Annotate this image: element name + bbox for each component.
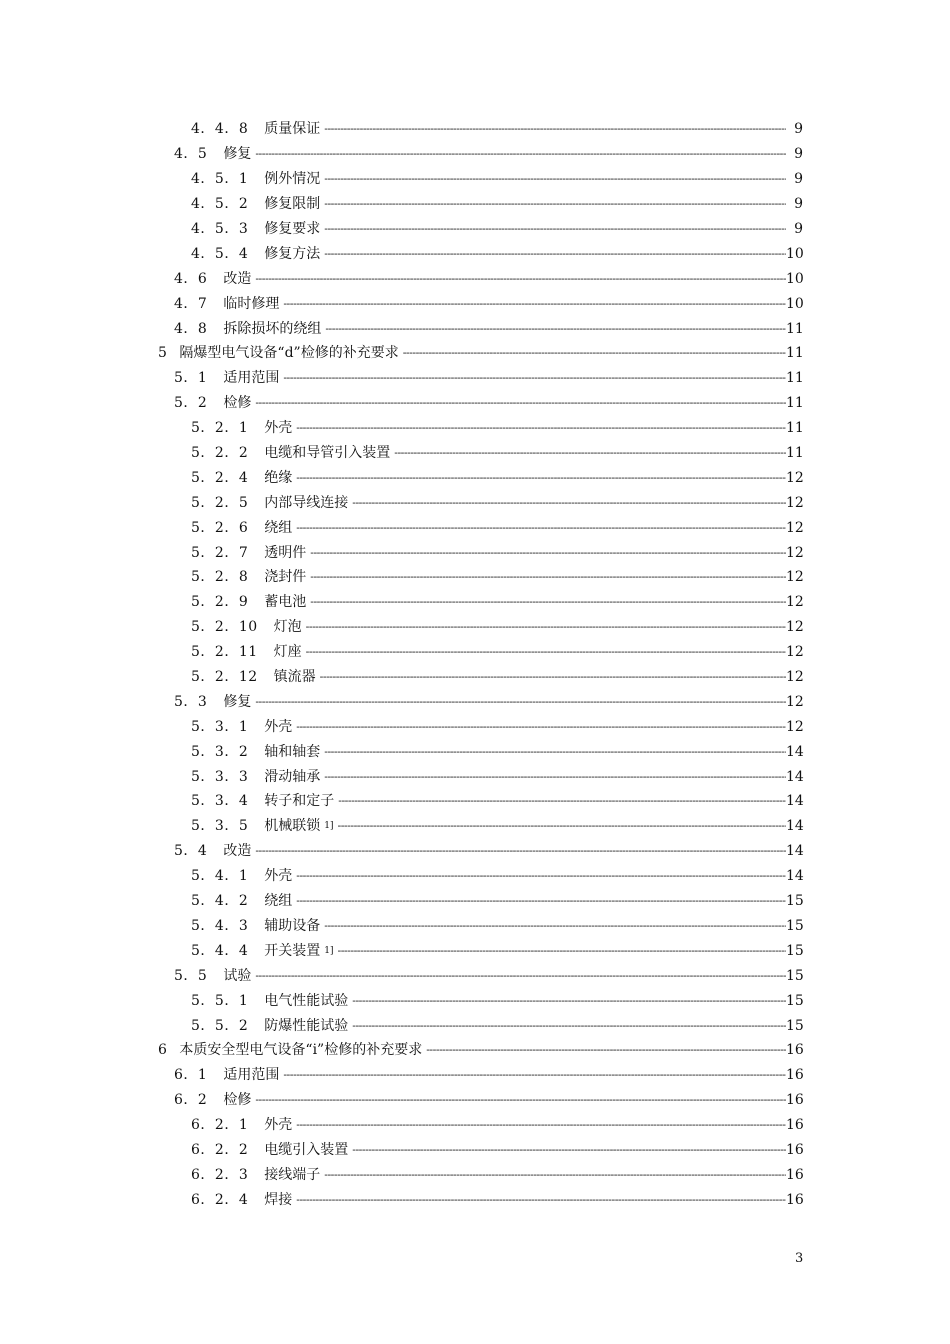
toc-entry[interactable] <box>0 615 950 640</box>
toc-entry[interactable] <box>0 540 950 565</box>
toc-page-number: 16 <box>786 1042 804 1059</box>
toc-entry-heading <box>191 245 786 263</box>
toc-page-number: 9 <box>794 146 803 163</box>
toc-entry-heading <box>174 693 786 711</box>
toc-page-number: 9 <box>794 196 803 213</box>
toc-section-number: 5．4．3 <box>191 917 249 934</box>
toc-section-title: 转子和定子 <box>264 793 335 810</box>
toc-section-number: 4．8 <box>174 320 208 337</box>
toc-dot-leader <box>324 917 786 935</box>
toc-dot-leader <box>337 817 786 835</box>
toc-page-number: 9 <box>794 171 803 188</box>
toc-entry[interactable] <box>0 167 950 192</box>
toc-page-number: 12 <box>786 594 804 611</box>
toc-section-number: 5．3 <box>174 693 208 710</box>
toc-section-number: 5．4．4 <box>191 942 249 959</box>
table-of-contents <box>0 117 950 1212</box>
toc-section-title: 例外情况 <box>264 171 321 188</box>
toc-page-number: 12 <box>786 669 804 686</box>
toc-entry[interactable] <box>0 515 950 540</box>
toc-section-number: 5 <box>158 345 168 362</box>
toc-dot-leader <box>324 120 786 138</box>
toc-entry-heading <box>191 1017 786 1035</box>
toc-entry[interactable] <box>0 1162 950 1187</box>
toc-page-number: 12 <box>786 619 804 636</box>
toc-dot-leader <box>310 568 786 586</box>
toc-dot-leader <box>255 145 786 163</box>
toc-dot-leader <box>426 1041 786 1059</box>
toc-section-title: 外壳 <box>264 718 293 735</box>
page-number: 3 <box>795 1251 804 1266</box>
toc-dot-leader <box>325 320 786 338</box>
toc-section-title: 修复 <box>223 693 252 710</box>
toc-section-number: 4．6 <box>174 270 208 287</box>
toc-dot-leader <box>283 369 786 387</box>
toc-entry-heading <box>191 942 786 960</box>
toc-section-title: 绝缘 <box>264 469 293 486</box>
toc-page-number: 12 <box>786 544 804 561</box>
toc-section-title: 绕组 <box>264 893 293 910</box>
toc-entry-heading <box>191 743 786 761</box>
toc-dot-leader <box>296 718 786 736</box>
toc-page-number: 16 <box>786 1141 804 1158</box>
toc-entry[interactable] <box>0 1038 950 1063</box>
toc-dot-leader <box>283 1066 786 1084</box>
toc-section-number: 6．2．1 <box>191 1117 249 1134</box>
toc-page-number: 16 <box>786 1067 804 1084</box>
toc-section-number: 4．5．2 <box>191 196 249 213</box>
toc-page-number: 15 <box>786 942 804 959</box>
toc-page-number: 12 <box>786 718 804 735</box>
toc-entry-heading <box>191 494 786 512</box>
toc-dot-leader <box>255 1091 786 1109</box>
toc-entry[interactable] <box>0 416 950 441</box>
toc-section-number: 5．2．1 <box>191 420 249 437</box>
toc-page-number: 12 <box>786 693 804 710</box>
toc-entry[interactable] <box>0 316 950 341</box>
toc-entry-heading <box>191 718 786 736</box>
toc-section-number: 6．2．3 <box>191 1166 249 1183</box>
toc-page-number: 15 <box>786 1017 804 1034</box>
toc-page-number: 16 <box>786 1092 804 1109</box>
toc-entry-heading <box>174 967 786 985</box>
toc-entry[interactable] <box>0 938 950 963</box>
toc-section-number: 5．2．7 <box>191 544 249 561</box>
toc-dot-leader <box>255 842 786 860</box>
toc-entry-heading <box>191 1141 786 1159</box>
toc-entry[interactable] <box>0 441 950 466</box>
toc-section-number: 5．2．2 <box>191 445 249 462</box>
toc-section-title: 适用范围 <box>223 370 280 387</box>
toc-entry-heading <box>191 618 786 636</box>
toc-dot-leader <box>296 1191 786 1209</box>
toc-entry[interactable] <box>0 117 950 142</box>
toc-entry[interactable] <box>0 789 950 814</box>
toc-page-number: 12 <box>786 494 804 511</box>
toc-page-number: 11 <box>786 320 804 337</box>
toc-dot-leader <box>352 1017 786 1035</box>
toc-section-number: 5．3．5 <box>191 818 249 835</box>
toc-entry-heading <box>191 643 786 661</box>
toc-page-number: 12 <box>786 569 804 586</box>
toc-page-number: 16 <box>786 1117 804 1134</box>
toc-dot-leader <box>324 743 786 761</box>
toc-entry-heading <box>174 320 786 338</box>
toc-entry[interactable] <box>0 192 950 217</box>
toc-entry[interactable] <box>0 689 950 714</box>
toc-entry[interactable] <box>0 914 950 939</box>
toc-section-title: 电气性能试验 <box>264 992 349 1009</box>
toc-page-number: 15 <box>786 992 804 1009</box>
toc-dot-leader <box>337 942 786 960</box>
toc-entry[interactable] <box>0 142 950 167</box>
toc-dot-leader <box>324 195 786 213</box>
toc-entry[interactable] <box>0 988 950 1013</box>
toc-section-title: 修复 <box>223 146 252 163</box>
toc-dot-leader <box>324 1166 786 1184</box>
toc-footnote-mark: 1] <box>324 821 334 832</box>
toc-entry-heading <box>191 593 786 611</box>
toc-entry-heading <box>191 768 786 786</box>
toc-entry-heading <box>191 917 786 935</box>
toc-section-number: 4．5．3 <box>191 221 249 237</box>
toc-page-number: 14 <box>786 868 804 885</box>
toc-page-number: 10 <box>786 245 804 262</box>
toc-entry-heading <box>191 867 786 885</box>
toc-entry-heading <box>191 1166 786 1184</box>
toc-section-number: 5．5．1 <box>191 992 249 1009</box>
toc-dot-leader <box>403 344 786 362</box>
toc-page-number: 14 <box>786 768 804 785</box>
toc-section-title: 修复要求 <box>264 221 321 237</box>
toc-section-number: 5．3．2 <box>191 743 249 760</box>
toc-entry[interactable] <box>0 1013 950 1038</box>
toc-section-title: 适用范围 <box>223 1067 280 1084</box>
toc-entry-heading <box>191 792 786 810</box>
toc-section-number: 5．4．2 <box>191 893 249 910</box>
toc-page-number: 16 <box>786 1191 804 1208</box>
toc-entry[interactable] <box>0 839 950 864</box>
toc-section-title: 质量保证 <box>264 121 321 138</box>
toc-entry-heading <box>174 842 786 860</box>
toc-section-title: 本质安全型电气设备“i”检修的补充要求 <box>179 1042 423 1059</box>
toc-page-number: 12 <box>786 519 804 536</box>
toc-entry-heading <box>191 419 786 437</box>
toc-section-title: 灯座 <box>273 644 302 661</box>
toc-page-number: 14 <box>786 818 804 835</box>
toc-page-number: 9 <box>794 121 803 138</box>
toc-page-number: 12 <box>786 469 804 486</box>
toc-dot-leader <box>324 768 786 786</box>
toc-dot-leader <box>324 220 786 238</box>
toc-entry[interactable] <box>0 565 950 590</box>
toc-dot-leader <box>255 394 786 412</box>
toc-section-number: 6．1 <box>174 1067 208 1084</box>
toc-entry[interactable] <box>0 739 950 764</box>
toc-entry-heading <box>158 1041 786 1059</box>
toc-dot-leader <box>296 1116 786 1134</box>
toc-section-title: 改造 <box>223 843 252 860</box>
toc-page-number: 11 <box>786 370 804 387</box>
toc-section-title: 电缆和导管引入装置 <box>264 445 391 462</box>
toc-page-number: 14 <box>786 743 804 760</box>
toc-entry-heading <box>158 344 786 362</box>
toc-section-title: 内部导线连接 <box>264 494 349 511</box>
toc-page-number: 16 <box>786 1166 804 1183</box>
toc-entry-heading <box>191 1116 786 1134</box>
toc-section-title: 蓄电池 <box>264 594 307 611</box>
toc-section-title: 接线端子 <box>264 1166 321 1183</box>
toc-entry[interactable] <box>0 963 950 988</box>
toc-section-title: 外壳 <box>264 420 293 437</box>
toc-dot-leader <box>310 593 786 611</box>
toc-entry[interactable] <box>0 590 950 615</box>
toc-section-number: 5．5 <box>174 967 208 984</box>
toc-section-number: 5．4．1 <box>191 868 249 885</box>
toc-section-number: 6．2．2 <box>191 1141 249 1158</box>
toc-entry-heading <box>191 469 786 487</box>
toc-dot-leader <box>296 469 786 487</box>
toc-section-title: 绕组 <box>264 519 293 536</box>
toc-section-number: 4．5．4 <box>191 245 249 262</box>
toc-page-number: 11 <box>786 445 804 462</box>
toc-section-title: 防爆性能试验 <box>264 1017 349 1034</box>
toc-page-number: 14 <box>786 843 804 860</box>
toc-section-title: 镇流器 <box>273 669 316 686</box>
toc-section-number: 5．3．1 <box>191 718 249 735</box>
toc-section-number: 6．2．4 <box>191 1191 249 1208</box>
toc-entry[interactable] <box>0 1113 950 1138</box>
toc-section-number: 4．4．8 <box>191 121 249 138</box>
toc-section-title: 临时修理 <box>223 295 280 312</box>
toc-section-number: 4．7 <box>174 295 208 312</box>
toc-entry[interactable] <box>0 217 950 242</box>
toc-footnote-mark: 1] <box>324 945 334 956</box>
toc-section-number: 5．2．6 <box>191 519 249 536</box>
toc-entry[interactable] <box>0 640 950 665</box>
toc-entry[interactable] <box>0 465 950 490</box>
toc-entry-heading <box>191 170 786 188</box>
toc-entry-heading <box>191 992 786 1010</box>
toc-dot-leader <box>296 519 786 537</box>
toc-entry-heading <box>191 220 786 238</box>
toc-section-number: 5．2．10 <box>191 619 258 636</box>
toc-dot-leader <box>283 295 786 313</box>
toc-entry-heading <box>191 892 786 910</box>
toc-entry-heading <box>191 568 786 586</box>
toc-entry-heading <box>174 145 786 163</box>
toc-page-number: 15 <box>786 893 804 910</box>
toc-entry[interactable] <box>0 241 950 266</box>
toc-section-title: 隔爆型电气设备“d”检修的补充要求 <box>179 345 399 362</box>
toc-section-title: 试验 <box>223 967 252 984</box>
toc-entry-heading <box>174 1066 786 1084</box>
toc-section-title: 电缆引入装置 <box>264 1141 349 1158</box>
toc-entry-heading <box>191 519 786 537</box>
toc-entry-heading <box>174 1091 786 1109</box>
toc-dot-leader <box>306 643 786 661</box>
toc-section-title: 浇封件 <box>264 569 307 586</box>
toc-dot-leader <box>255 967 786 985</box>
toc-section-number: 5．2 <box>174 395 208 412</box>
toc-dot-leader <box>352 494 786 512</box>
toc-entry[interactable] <box>0 366 950 391</box>
toc-section-number: 5．3．3 <box>191 768 249 785</box>
toc-section-number: 6 <box>158 1042 168 1059</box>
toc-section-title: 滑动轴承 <box>264 768 321 785</box>
toc-entry-heading <box>191 544 786 562</box>
toc-entry-heading <box>174 369 786 387</box>
toc-section-title: 修复限制 <box>264 196 321 213</box>
toc-section-number: 5．5．2 <box>191 1017 249 1034</box>
toc-dot-leader <box>352 992 786 1010</box>
toc-section-title: 外壳 <box>264 868 293 885</box>
toc-entry[interactable] <box>0 266 950 291</box>
toc-dot-leader <box>306 618 786 636</box>
toc-page-number: 11 <box>786 345 804 362</box>
toc-section-title: 轴和轴套 <box>264 743 321 760</box>
toc-section-title: 透明件 <box>264 544 307 561</box>
toc-entry[interactable] <box>0 814 950 839</box>
toc-entry-heading <box>191 120 786 138</box>
toc-entry[interactable] <box>0 341 950 366</box>
toc-entry[interactable] <box>0 714 950 739</box>
toc-section-number: 5．4 <box>174 843 208 860</box>
toc-dot-leader <box>255 270 786 288</box>
toc-dot-leader <box>310 544 786 562</box>
toc-section-number: 5．2．5 <box>191 494 249 511</box>
toc-section-number: 5．3．4 <box>191 793 249 810</box>
toc-section-number: 6．2 <box>174 1092 208 1109</box>
toc-section-number: 5．2．12 <box>191 669 258 686</box>
toc-section-number: 5．2．4 <box>191 469 249 486</box>
toc-dot-leader <box>394 444 786 462</box>
toc-entry-heading <box>174 394 786 412</box>
toc-page-number: 9 <box>794 221 803 237</box>
toc-entry[interactable] <box>0 391 950 416</box>
toc-entry-heading <box>191 1191 786 1209</box>
toc-section-title: 检修 <box>223 1092 252 1109</box>
toc-section-number: 5．2．8 <box>191 569 249 586</box>
toc-section-number: 4．5 <box>174 146 208 163</box>
toc-page-number: 10 <box>786 295 804 312</box>
toc-entry[interactable] <box>0 1138 950 1163</box>
toc-entry[interactable] <box>0 1088 950 1113</box>
toc-section-title: 开关装置 <box>264 942 321 959</box>
toc-page-number: 10 <box>786 270 804 287</box>
toc-entry-heading <box>191 444 786 462</box>
toc-page-number: 12 <box>786 644 804 661</box>
toc-dot-leader <box>324 245 786 263</box>
toc-page-number: 15 <box>786 967 804 984</box>
toc-section-number: 5．2．11 <box>191 644 258 661</box>
toc-section-title: 拆除损坏的绕组 <box>223 320 322 337</box>
toc-dot-leader <box>255 693 786 711</box>
toc-page-number: 11 <box>786 420 804 437</box>
toc-entry[interactable] <box>0 1187 950 1212</box>
toc-dot-leader <box>296 867 786 885</box>
toc-entry[interactable] <box>0 665 950 690</box>
toc-dot-leader <box>352 1141 786 1159</box>
toc-entry-heading <box>191 195 786 213</box>
toc-dot-leader <box>338 792 786 810</box>
toc-page-number: 14 <box>786 793 804 810</box>
toc-entry[interactable] <box>0 490 950 515</box>
toc-page-number: 11 <box>786 395 804 412</box>
toc-entry[interactable] <box>0 864 950 889</box>
toc-section-title: 焊接 <box>264 1191 293 1208</box>
toc-section-number: 4．5．1 <box>191 171 249 188</box>
toc-section-number: 5．1 <box>174 370 208 387</box>
toc-section-title: 辅助设备 <box>264 917 321 934</box>
toc-section-title: 修复方法 <box>264 245 321 262</box>
toc-entry[interactable] <box>0 291 950 316</box>
toc-entry-heading <box>174 295 786 313</box>
toc-section-title: 灯泡 <box>273 619 302 636</box>
toc-dot-leader <box>296 892 786 910</box>
toc-section-title: 机械联锁 <box>264 818 321 835</box>
toc-section-title: 改造 <box>223 270 252 287</box>
toc-entry-heading <box>174 270 786 288</box>
toc-section-number: 5．2．9 <box>191 594 249 611</box>
toc-dot-leader <box>320 668 786 686</box>
toc-page-number: 15 <box>786 917 804 934</box>
toc-section-title: 外壳 <box>264 1117 293 1134</box>
toc-entry[interactable] <box>0 889 950 914</box>
toc-dot-leader <box>296 419 786 437</box>
toc-dot-leader <box>324 170 786 188</box>
toc-entry[interactable] <box>0 764 950 789</box>
toc-entry-heading <box>191 817 786 835</box>
toc-section-title: 检修 <box>223 395 252 412</box>
toc-entry[interactable] <box>0 1063 950 1088</box>
toc-entry-heading <box>191 668 786 686</box>
